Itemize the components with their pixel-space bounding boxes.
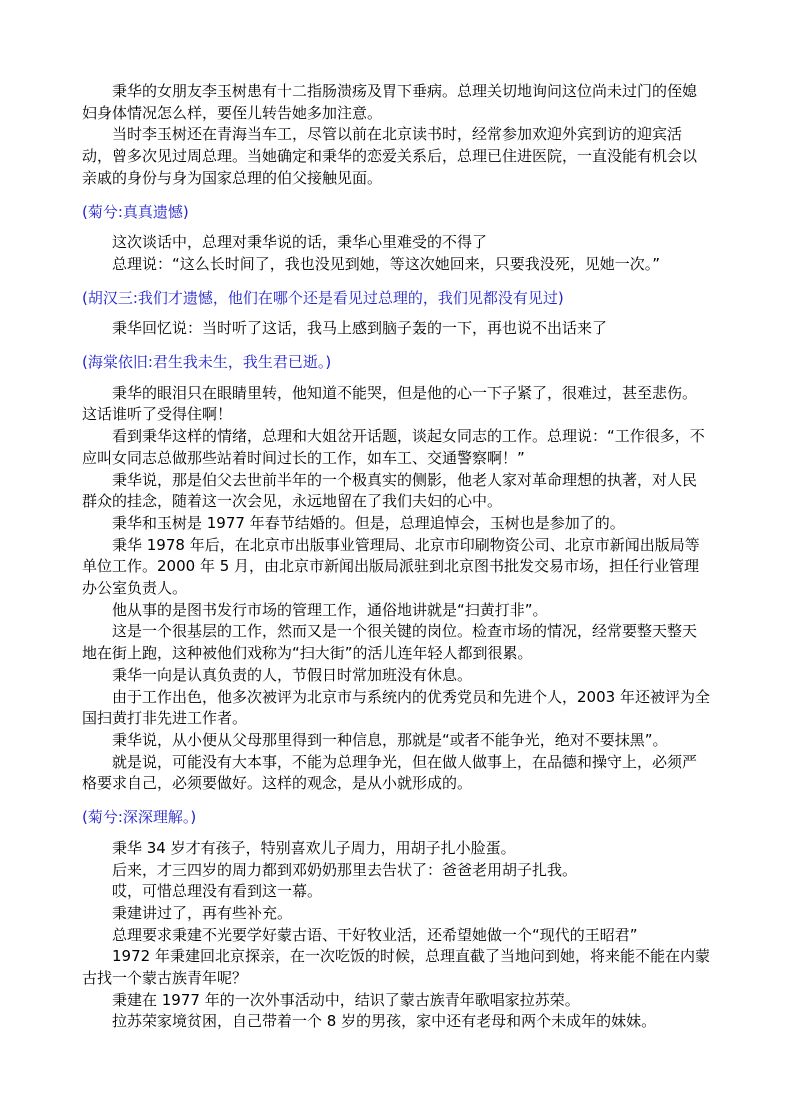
annotation-note: (菊兮:真真遗憾)	[82, 202, 189, 221]
paragraph-body: 秉华一向是认真负责的人，节假日时常加班没有休息。	[112, 665, 473, 684]
paragraph-body: 秉华 1978 年后，在北京市出版事业管理局、北京市印刷物资公司、北京市新闻出版局等单位工作。2000 年 5 月，由北京市新闻出版局派驻到北京图书批发交易市场，担任行业管理办公室负责人。	[82, 535, 700, 598]
paragraph-body: 秉华和玉树是 1977 年春节结婚的。但是，总理追悼会，玉树也是参加了的。	[112, 513, 625, 532]
annotation-note: (菊兮:深深理解。)	[82, 808, 197, 827]
paragraph-body: 哎，可惜总理没有看到这一幕。	[112, 882, 323, 901]
paragraph-body: 秉华回忆说：当时听了这话，我马上感到脑子轰的一下，再也说不出话来了	[112, 319, 608, 338]
paragraph-body: 总理要求秉建不光要学好蒙古语、干好牧业活，还希望她做一个“现代的王昭君”	[112, 925, 638, 944]
paragraph-body: 看到秉华这样的情绪，总理和大姐岔开话题，谈起女同志的工作。总理说：“工作很多，不应叫女同志总做那些站着时间过长的工作，如车工、交通警察啊！”	[82, 427, 705, 467]
paragraph-body: 秉华说，那是伯父去世前半年的一个极真实的侧影，他老人家对革命理想的执著，对人民群众的挂念，随着这一次会见，永远地留在了我们夫妇的心中。	[82, 470, 698, 511]
paragraph-body: 1972 年秉建回北京探亲，在一次吃饭的时候，总理直截了当地问到她，将来能不能在内蒙古找一个蒙古族青年呢？	[82, 947, 710, 988]
paragraph-body: 当时李玉树还在青海当车工，尽管以前在北京读书时，经常参加欢迎外宾到访的迎宾活动，曾多次见过周总理。当她确定和秉华的恋爱关系后，总理已住进医院，一直没能有机会以亲戚的身份与身为国家总理的伯父接触见面。	[82, 125, 698, 187]
annotation-note: (胡汉三:我们才遗憾，他们在哪个还是看见过总理的，我们见都没有见过)	[82, 288, 564, 307]
paragraph-body: 秉建讲过了，再有些补充。	[112, 903, 293, 922]
paragraph-body: 秉华 34 岁才有孩子，特别喜欢儿子周力，用胡子扎小脸蛋。	[112, 838, 516, 857]
paragraph-body: 拉苏荣家境贫困，自己带着一个 8 岁的男孩，家中还有老母和两个未成年的妹妹。	[112, 1012, 657, 1031]
paragraph-body: 秉华的女朋友李玉树患有十二指肠溃疡及胃下垂病。总理关切地询问这位尚未过门的侄媳妇身体情况怎么样，要侄儿转告她多加注意。	[82, 82, 698, 122]
paragraph-body: 总理说：“这么长时间了，我也没见到她，等这次她回来，只要我没死，见她一次。”	[112, 254, 661, 273]
paragraph-body: 秉华说，从小便从父母那里得到一种信息，那就是“或者不能争光，绝对不要抹黑”。	[112, 730, 668, 749]
paragraph-body: 这次谈话中，总理对秉华说的话，秉华心里难受的不得了	[112, 233, 488, 252]
document-content	[82, 81, 711, 1033]
paragraph-body: 后来，才三四岁的周力都到邓奶奶那里去告状了：爸爸老用胡子扎我。	[112, 860, 578, 879]
paragraph-body: 秉建在 1977 年的一次外事活动中，结识了蒙古族青年歌唱家拉苏荣。	[112, 990, 580, 1009]
paragraph-body: 由于工作出色，他多次被评为北京市与系统内的优秀党员和先进个人，2003 年还被评为全国扫黄打非先进工作者。	[82, 687, 710, 728]
paragraph-body: 他从事的是图书发行市场的管理工作，通俗地讲就是“扫黄打非”。	[112, 600, 548, 619]
paragraph-body: 秉华的眼泪只在眼睛里转，他知道不能哭，但是他的心一下子紧了，很难过，甚至悲伤。这话谁听了受得住啊！	[82, 383, 698, 424]
paragraph-body: 这是一个很基层的工作，然而又是一个很关键的岗位。检查市场的情况，经常要整天整天地在街上跑，这种被他们戏称为“扫大街”的活儿连年轻人都到很累。	[82, 622, 698, 663]
annotation-note: (海棠依旧:君生我未生，我生君已逝。)	[82, 353, 332, 372]
paragraph-body: 就是说，可能没有大本事，不能为总理争光，但在做人做事上，在品德和操守上，必须严格要求自己，必须要做好。这样的观念，是从小就形成的。	[82, 752, 698, 793]
